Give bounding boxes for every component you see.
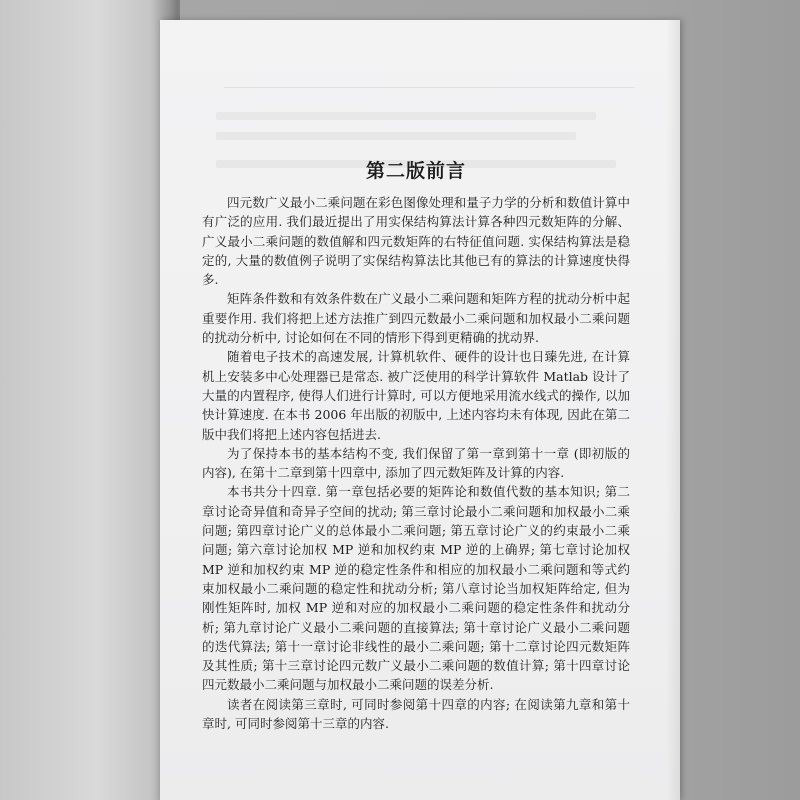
paragraph: 读者在阅读第三章时, 可同时参阅第十四章的内容; 在阅读第九章和第十章时, 可同时参阅第十三章的内容.	[202, 696, 630, 732]
preface-content	[202, 156, 630, 733]
bleed-through-text	[216, 132, 576, 140]
bleed-through-header-rule	[224, 87, 634, 88]
paragraph: 矩阵条件数和有效条件数在广义最小二乘问题和矩阵方程的扰动分析中起重要作用. 我们将把上述方法推广到四元数最小二乘问题和加权最小二乘问题的扰动分析中, 讨论如何在不同的情形下得到更精确的扰动界.	[202, 291, 630, 346]
paragraph: 四元数广义最小二乘问题在彩色图像处理和量子力学的分析和数值计算中有广泛的应用. 我们最近提出了用实保结构算法计算各种四元数矩阵的分解、广义最小二乘问题的数值解和四元数矩阵的右特征值问题. 实保结构算法是稳定的, 大量的数值例子说明了实保结构算法比其他已有的算法的计算速度快得多.	[202, 195, 630, 288]
book-page	[160, 20, 680, 800]
paragraph: 为了保持本书的基本结构不变, 我们保留了第一章到第十一章 (即初版的内容), 在第十二章到第十四章中, 添加了四元数矩阵及计算的内容.	[202, 445, 630, 481]
page-title: 第二版前言	[365, 160, 466, 182]
paragraph: 本书共分十四章. 第一章包括必要的矩阵论和数值代数的基本知识; 第二章讨论奇异值和奇异子空间的扰动; 第三章讨论最小二乘问题和加权最小二乘问题; 第四章讨论广义的总体最小二乘问题; 第五章讨论广义的约束最小二乘问题; 第六章讨论加权 MP 逆和加权约束 MP 逆的上确界; 第七章讨论加权 MP 逆和加权约束 MP 逆的稳定性条件和相应的加权最小二乘问题和等式约束加权最小二乘问题的稳定性和扰动分析; 第八章讨论当加权矩阵给定, 但为刚性矩阵时, 加权 MP 逆和对应的加权最小二乘问题的稳定性条件和扰动分析; 第九章讨论广义最小二乘问题的直接算法; 第十章讨论广义最小二乘问题的迭代算法; 第十一章讨论非线性的最小二乘问题; 第十二章讨论四元数矩阵及其性质; 第十三章讨论四元数广义最小二乘问题的数值计算; 第十四章讨论四元数最小二乘问题与加权最小二乘问题的误差分析.	[202, 484, 630, 693]
bleed-through-text	[216, 112, 596, 120]
paragraph: 随着电子技术的高速发展, 计算机软件、硬件的设计也日臻先进, 在计算机上安装多中心处理器已是常态. 被广泛使用的科学计算软件 Matlab 设计了大量的内置程序, 使得人们进行计算时, 可以方便地采用流水线式的操作, 以加快计算速度. 在本书 2006 年出版的初版中, 上述内容均未有体现, 因此在第二版中我们将把上述内容包括进去.	[202, 349, 630, 442]
